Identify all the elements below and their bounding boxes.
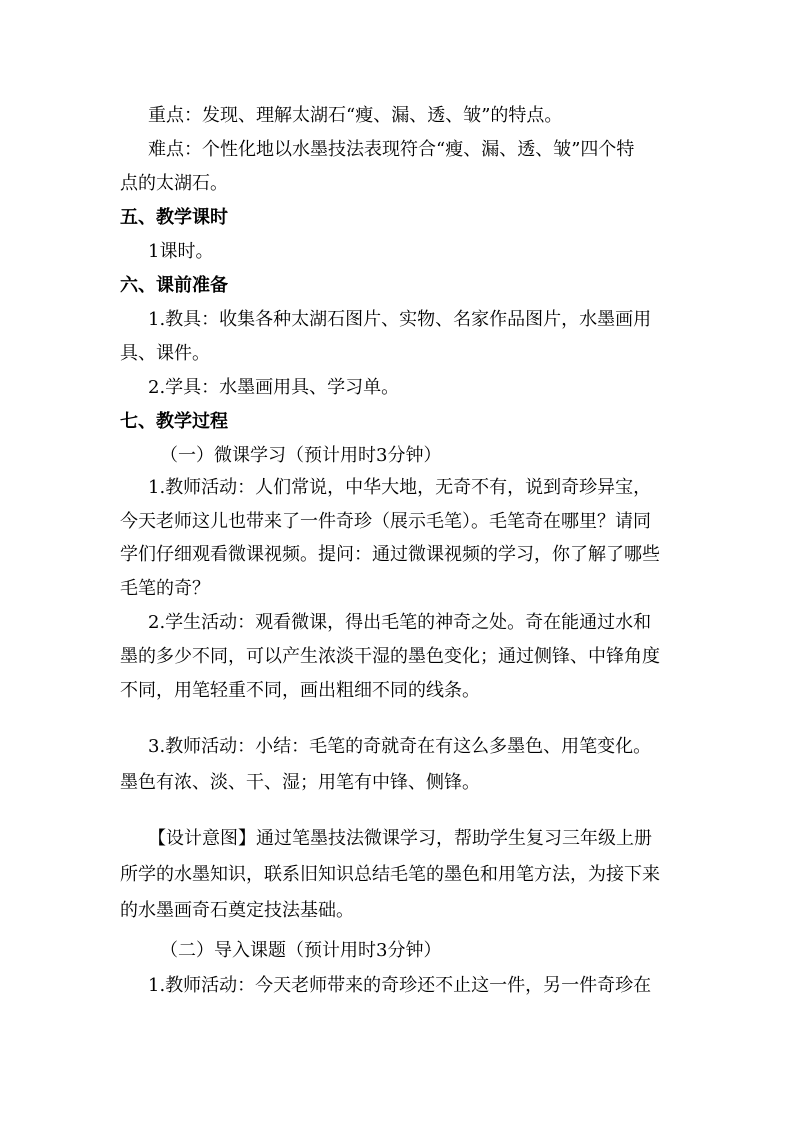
key-point-line: 重点：发现、理解太湖石“瘦、漏、透、皱”的特点。 [148, 105, 563, 126]
design-intent-line-2: 所学的水墨知识，联系旧知识总结毛笔的墨色和用笔方法，为接下来 [120, 864, 660, 885]
paragraph-line: 3.教师活动：小结：毛笔的奇就奇在有这么多墨色、用笔变化。 [148, 736, 652, 757]
paragraph-line: 不同，用笔轻重不同，画出粗细不同的线条。 [120, 680, 480, 701]
teaching-aids-line-2: 具、课件。 [120, 343, 210, 364]
difficulty-line-2: 点的太湖石。 [120, 173, 228, 194]
paragraph-line: 学们仔细观看微课视频。提问：通过微课视频的学习，你了解了哪些 [120, 544, 660, 565]
subsection-heading-1: （一）微课学习（预计用时3分钟） [160, 445, 442, 466]
design-intent-line-1: 【设计意图】通过笔墨技法微课学习，帮助学生复习三年级上册 [148, 828, 652, 849]
section-heading-6: 六、课前准备 [120, 275, 228, 296]
section-heading-5: 五、教学课时 [120, 207, 228, 228]
paragraph-line: 1.教师活动：今天老师带来的奇珍还不止这一件，另一件奇珍在 [148, 975, 652, 996]
paragraph-line: 2.学生活动：观看微课，得出毛笔的神奇之处。奇在能通过水和 [148, 612, 652, 633]
teaching-aids-line-1: 1.教具：收集各种太湖石图片、实物、名家作品图片，水墨画用 [148, 309, 652, 330]
learning-aids-line: 2.学具：水墨画用具、学习单。 [148, 377, 400, 398]
paragraph-line: 墨的多少不同，可以产生浓淡干湿的墨色变化；通过侧锋、中锋角度 [120, 646, 660, 667]
paragraph-line: 毛笔的奇？ [120, 578, 210, 599]
paragraph-line: 1.教师活动：人们常说，中华大地，无奇不有，说到奇珍异宝， [148, 477, 652, 498]
lesson-hours-text: 1课时。 [148, 241, 214, 262]
paragraph-line: 墨色有浓、淡、干、湿；用笔有中锋、侧锋。 [120, 772, 480, 793]
difficulty-line-1: 难点：个性化地以水墨技法表现符合“瘦、漏、透、皱”四个特 [148, 139, 635, 160]
paragraph-line: 今天老师这儿也带来了一件奇珍（展示毛笔）。毛笔奇在哪里？请同 [120, 511, 651, 532]
design-intent-line-3: 的水墨画奇石奠定技法基础。 [120, 900, 354, 921]
subsection-heading-2: （二）导入课题（预计用时3分钟） [160, 940, 442, 961]
section-heading-7: 七、教学过程 [120, 411, 228, 432]
